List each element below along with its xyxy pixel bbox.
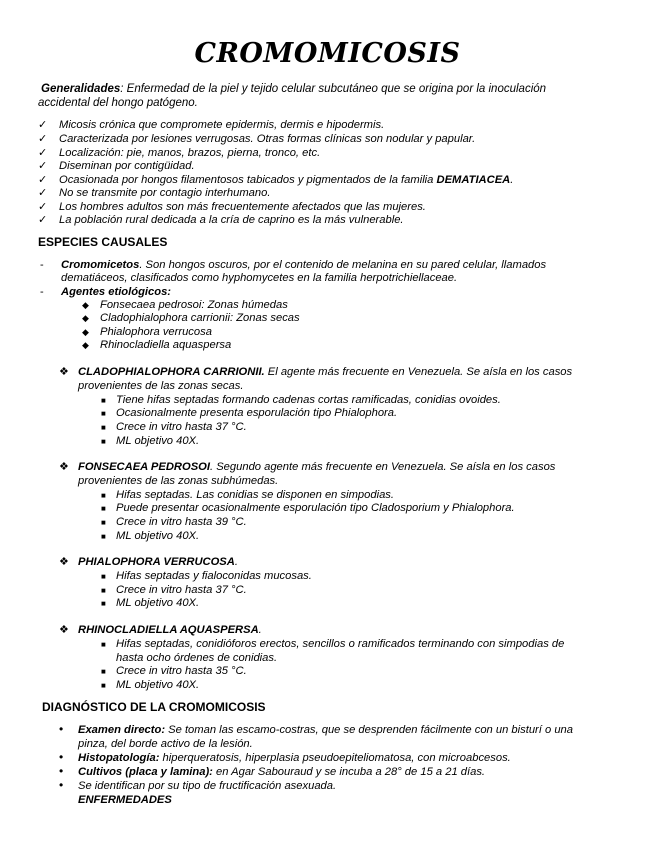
rhino-item-line-1: Hifas septadas, conidióforos erectos, sencillos o ramificados terminando con simpodias de [116,638,565,650]
diagnostico-heading: DIAGNÓSTICO DE LA CROMOMICOSIS [42,700,266,714]
fonse-item: Hifas septadas. Las conidias se disponen en simpodias. [116,489,394,501]
fonse-item: Puede presentar ocasionalmente esporulación tipo Cladosporium y Phialophora. [116,502,515,514]
phialo-line-1 [78,556,238,569]
diamond-icon: ◆ [82,340,89,350]
checklist-item-text: Ocasionada por hongos filamentosos tabicados y pigmentados de la familia [59,174,437,186]
clado-item: Ocasionalmente presenta esporulación tipo Phialophora. [116,407,398,419]
agente-item: Fonsecaea pedrosoi: Zonas húmedas [100,299,288,311]
clado-name: CLADOPHIALOPHORA CARRIONII. [78,366,265,378]
rhino-item: ML objetivo 40X. [116,679,200,691]
familia-end: . [510,174,514,186]
square-bullet-icon: ■ [101,409,106,418]
examen-line-2: pinza, del borde activo de la lesión. [78,738,253,750]
check-icon: ✓ [38,160,48,172]
phialo-text-1: . [234,556,238,568]
clado-line-2: provenientes de las zonas secas. [78,380,244,392]
square-bullet-icon: ■ [101,437,106,446]
especies-heading: ESPECIES CAUSALES [38,235,168,249]
checklist-item: Micosis crónica que compromete epidermis, dermis e hipodermis. [59,119,385,131]
phialo-name: PHIALOPHORA VERRUCOSA [78,556,235,568]
diamond-cross-icon: ❖ [59,624,69,636]
generalidades-label: Generalidades [41,83,121,95]
diamond-cross-icon: ❖ [59,366,69,378]
check-icon: ✓ [38,187,48,199]
phialo-item: Hifas septadas y fialoconidas mucosas. [116,570,312,582]
checklist-item: Los hombres adultos son más frecuentemente afectados que las mujeres. [59,201,426,213]
examen-label: Examen directo: [78,724,166,736]
phialo-item: ML objetivo 40X. [116,597,200,609]
generalidades-text-1: : Enfermedad de la piel y tejido celular subcutáneo que se origina por la inoculación [120,83,547,95]
page-title: CROMOMICOSIS [194,38,461,69]
check-icon: ✓ [38,201,48,213]
cultivo-line [78,766,485,779]
phialo-item: Crece in vitro hasta 37 °C. [116,584,247,596]
diamond-cross-icon: ❖ [59,461,69,473]
histo-label: Histopatología: [78,752,160,764]
checklist-item-familia [59,174,513,187]
checklist-item: Localización: pie, manos, brazos, pierna, tronco, etc. [59,147,321,159]
rhino-item: Crece in vitro hasta 35 °C. [116,665,247,677]
square-bullet-icon: ■ [101,518,106,527]
ident-line: Se identifican por su tipo de fructificación asexuada. [78,780,337,792]
diamond-icon: ◆ [82,313,89,323]
square-bullet-icon: ■ [101,572,106,581]
clado-line-1 [78,366,572,379]
checklist-item: La población rural dedicada a la cría de caprino es la más vulnerable. [59,214,404,226]
clado-item: ML objetivo 40X. [116,435,200,447]
dash-icon: - [40,286,44,298]
agente-item: Phialophora verrucosa [100,326,212,338]
check-icon: ✓ [38,147,48,159]
generalidades-line-2: accidental del hongo patógeno. [38,97,198,109]
cromomicetos-line-1 [61,259,546,272]
square-bullet-icon: ■ [101,504,106,513]
square-bullet-icon: ■ [101,396,106,405]
histo-text: hiperqueratosis, hiperplasia pseudoepiteliomatosa, con microabcesos. [159,752,511,764]
rhino-line-1 [78,624,262,637]
checklist-item: Diseminan por contigüidad. [59,160,195,172]
clado-item: Crece in vitro hasta 37 °C. [116,421,247,433]
rhino-text-1: . [258,624,262,636]
square-bullet-icon: ■ [101,532,106,541]
round-bullet-icon: • [59,750,64,764]
diamond-cross-icon: ❖ [59,556,69,568]
agentes-label: Agentes etiológicos: [61,286,172,298]
rhino-name: RHINOCLADIELLA AQUASPERSA [78,624,259,636]
check-icon: ✓ [38,214,48,226]
round-bullet-icon: • [59,764,64,778]
enfermedades-label: ENFERMEDADES [78,794,172,806]
clado-text-1: El agente más frecuente en Venezuela. Se aísla en los casos [264,366,573,378]
fonse-item: ML objetivo 40X. [116,530,200,542]
fonse-line-2: provenientes de las zonas subhúmedas. [78,475,279,487]
fonse-item: Crece in vitro hasta 39 °C. [116,516,247,528]
agente-item: Cladophialophora carrionii: Zonas secas [100,312,300,324]
checklist-item: Caracterizada por lesiones verrugosas. Otras formas clínicas son nodular y papular. [59,133,476,145]
square-bullet-icon: ■ [101,599,106,608]
cromomicetos-label: Cromomicetos [61,259,140,271]
cromomicetos-text-1: . Son hongos oscuros, por el contenido de melanina en su pared celular, llamados [139,259,547,271]
checklist-item: No se transmite por contagio interhumano. [59,187,271,199]
check-icon: ✓ [38,174,48,186]
square-bullet-icon: ■ [101,667,106,676]
square-bullet-icon: ■ [101,491,106,500]
fonse-name: FONSECAEA PEDROSOI [78,461,210,473]
round-bullet-icon: • [59,778,64,792]
familia-name: DEMATIACEA [436,174,511,186]
cultivo-text: en Agar Sabouraud y se incuba a 28° de 15 a 21 días. [212,766,486,778]
fonse-text-1: . Segundo agente más frecuente en Venezuela. Se aísla en los casos [210,461,556,473]
cultivo-label: Cultivos (placa y lamina): [78,766,213,778]
agente-item: Rhinocladiella aquaspersa [100,339,232,351]
diamond-icon: ◆ [82,300,89,310]
fonse-line-1 [78,461,555,474]
dash-icon: - [40,259,44,271]
check-icon: ✓ [38,119,48,131]
examen-text-1: Se toman las escamo-costras, que se desprenden fácilmente con un bisturí o una [165,724,573,736]
check-icon: ✓ [38,133,48,145]
square-bullet-icon: ■ [101,681,106,690]
round-bullet-icon: • [59,722,64,736]
examen-line-1 [78,724,573,737]
square-bullet-icon: ■ [101,423,106,432]
square-bullet-icon: ■ [101,586,106,595]
histo-line [78,752,511,765]
diamond-icon: ◆ [82,327,89,337]
cromomicetos-line-2: dematiáceos, clasificados como hyphomycetes en la familia herpotrichiellaceae. [61,272,458,284]
square-bullet-icon: ■ [101,640,106,649]
clado-item: Tiene hifas septadas formando cadenas cortas ramificadas, conidias ovoides. [116,394,501,406]
generalidades-line-1 [41,83,546,96]
rhino-item-line-2: hasta ocho órdenes de conidias. [116,652,278,664]
